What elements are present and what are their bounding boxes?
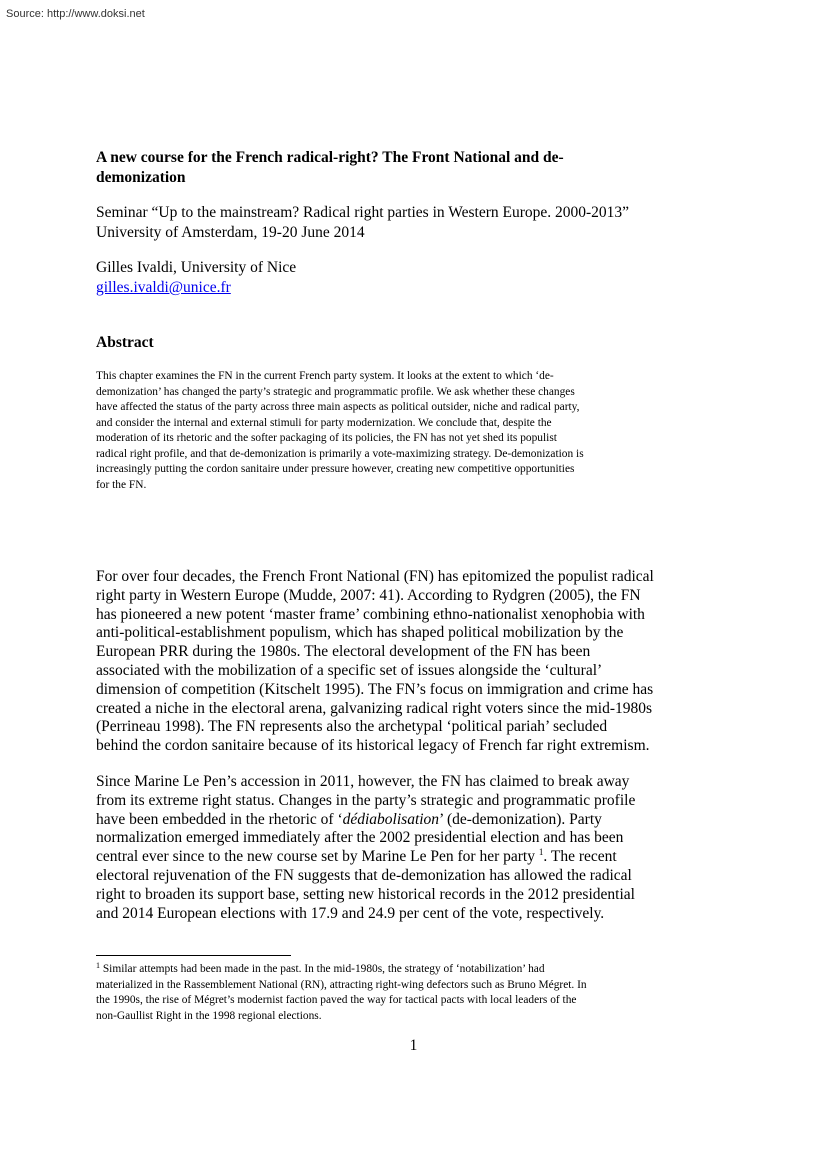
abstract-line: for the FN.: [96, 478, 147, 491]
italic-term: dédiabolisation: [342, 810, 440, 828]
abstract-heading: Abstract: [96, 334, 154, 351]
paragraph-line: behind the cordon sanitaire because of its historical legacy of French far right extremism.: [96, 737, 650, 755]
paragraph-line: [96, 811, 686, 830]
abstract-line: and consider the internal and external stimuli for party modernization. We conclude that, despite the: [96, 416, 552, 429]
abstract-line: increasingly putting the cordon sanitaire under pressure however, creating new competitive opportunities: [96, 463, 575, 475]
abstract-line: radical right profile, and that de-demonization is primarily a vote-maximizing strategy. De-demonization is: [96, 447, 584, 460]
paragraph-line: electoral rejuvenation of the FN suggests that de-demonization has allowed the radical: [96, 866, 632, 884]
page-number: 1: [409, 1037, 418, 1054]
title-line: demonization: [96, 169, 186, 186]
paragraph-line: Since Marine Le Pen’s accession in 2011, however, the FN has claimed to break away: [96, 773, 630, 790]
paragraph-line: has pioneered a new potent ‘master frame’ combining ethno-nationalist xenophobia with: [96, 605, 645, 623]
author-name: Gilles Ivaldi, University of Nice: [96, 259, 297, 276]
seminar-line: Seminar “Up to the mainstream? Radical right parties in Western Europe. 2000-2013”: [96, 204, 630, 221]
text-segment: central ever since to the new course set by Marine Le Pen for her party: [96, 848, 539, 866]
text-segment: ’ (de-demonization). Party: [439, 810, 602, 828]
footnote: [96, 962, 686, 1024]
footnote-ref[interactable]: 1: [538, 847, 544, 858]
body-paragraph-1: [96, 568, 686, 756]
abstract-text: [96, 369, 686, 493]
paragraph-line: associated with the mobilization of a specific set of issues alongside the ‘cultural’: [96, 661, 603, 679]
seminar-info: [96, 203, 686, 243]
abstract-line: This chapter examines the FN in the current French party system. It looks at the extent to which ‘de-: [96, 370, 554, 382]
paragraph-line: from its extreme right status. Changes in the party’s strategic and programmatic profile: [96, 791, 636, 809]
paragraph-line: European PRR during the 1980s. The electoral development of the FN has been: [96, 643, 591, 661]
title-line: A new course for the French radical-right? The Front National and de-: [96, 149, 564, 166]
footnote-line: the 1990s, the rise of Mégret’s modernist faction paved the way for tactical pacts with local leaders of the: [96, 994, 577, 1006]
paragraph-line: dimension of competition (Kitschelt 1995). The FN’s focus on immigration and crime has: [96, 680, 654, 698]
footnote-number: 1: [96, 961, 100, 970]
footnote-divider: [96, 955, 291, 956]
body-paragraph-2: [96, 773, 686, 923]
source-link[interactable]: Source: http://www.doksi.net: [6, 8, 145, 20]
footnote-line: [96, 962, 686, 978]
footnote-line: non-Gaullist Right in the 1998 regional elections.: [96, 1009, 322, 1022]
abstract-line: have affected the status of the party across three main aspects as political outsider, niche and radical party,: [96, 401, 580, 413]
abstract-line: demonization’ has changed the party’s strategic and programmatic profile. We ask whether these changes: [96, 385, 575, 398]
seminar-line: University of Amsterdam, 19-20 June 2014: [96, 224, 365, 241]
paragraph-line: (Perrineau 1998). The FN represents also the archetypal ‘political pariah’ secluded: [96, 718, 608, 736]
paragraph-line: created a niche in the electoral arena, galvanizing radical right voters since the mid-1980s: [96, 699, 653, 717]
paragraph-line: anti-political-establishment populism, which has shaped political mobilization by the: [96, 624, 624, 642]
author-email-link[interactable]: gilles.ivaldi@unice.fr: [96, 279, 231, 296]
paragraph-line: and 2014 European elections with 17.9 and 24.9 per cent of the vote, respectively.: [96, 904, 605, 922]
paragraph-line: [96, 848, 686, 867]
abstract-line: moderation of its rhetoric and the softer packaging of its policies, the FN has not yet shed its populist: [96, 432, 557, 444]
text-segment: have been embedded in the rhetoric of ‘: [96, 810, 343, 828]
text-segment: . The recent: [543, 848, 617, 866]
author-info: [96, 258, 686, 298]
paper-title: [96, 148, 686, 188]
paragraph-line: For over four decades, the French Front National (FN) has epitomized the populist radical: [96, 568, 654, 585]
footnote-line: materialized in the Rassemblement National (RN), attracting right-wing defectors such as Bruno Mégret. In: [96, 978, 587, 991]
paragraph-line: normalization emerged immediately after the 2002 presidential election and has been: [96, 829, 624, 847]
text-segment: Similar attempts had been made in the past. In the mid-1980s, the strategy of ‘notabilization’ had: [100, 963, 545, 975]
paragraph-line: right to broaden its support base, setting new historical records in the 2012 presidential: [96, 885, 635, 903]
paragraph-line: right party in Western Europe (Mudde, 2007: 41). According to Rydgren (2005), the FN: [96, 586, 641, 604]
